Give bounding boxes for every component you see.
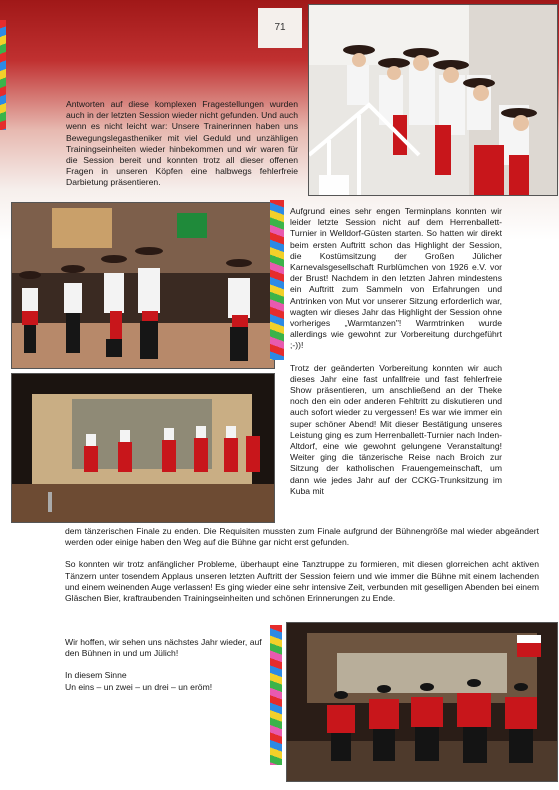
full-paragraph-2: So konnten wir trotz anfänglicher Probleme, überhaupt eine Tanztruppe zu formieren, mit diesen glorreichen acht aktiven Tänzern unter tosendem Applaus unseren letzten Auftritt der Session feiern und wie immer die Bühne mit einem lachenden und einem weinenden Auge verlassen! Es ging wieder eine sehr intensive Zeit, verbunden mit geselligen Abenden bei einem Gläschen Bier, kraftraubenden Trainingseinheiten und schönen Erinnerungen zu Ende. (65, 559, 539, 604)
full-width-text (65, 526, 539, 615)
column-paragraph-2: Trotz der geänderten Vorbereitung konnten wir auch dieses Jahr eine fast unfallfreie und fast fehlerfreie Show präsentieren, um anschließend an der Theke noch den ein oder anderen Fehltritt zu diskutieren und auch sofort wieder zu vergessen! Es war wie immer ein super schöner Abend! Mit dieser Bestätigung unseres Leistung ging es zum Herrenballett-Turnier nach Inden-Altdorf, eine wie gewohnt gelungene Veranstaltung! Weiter ging die tänzerische Reise nach Broich zur Sitzung der katholischen Frauengemeinschaft, um dann wie jedes Jahr auf der CCKG-Trunksitzung im Kuba mit (290, 362, 502, 496)
page-number: 71 (258, 8, 302, 48)
closing-text (65, 637, 275, 693)
full-paragraph-1: dem tänzerischen Finale zu enden. Die Requisiten mussten zum Finale aufgrund der Bühnengröße mal wieder abgeändert werden oder einige haben den Weg auf die Bühne gar nicht erst gefunden. (65, 526, 539, 548)
streamer-decoration (0, 20, 6, 130)
intro-paragraph: Antworten auf diese komplexen Fragestellungen wurden auch in der letzten Session wieder nicht gefunden. Und auch wenn es nicht leicht war: Unsere Trainerinnen haben uns Bewegungslegastheniker mit viel Geduld und unzähligen Trainingseinheiten wieder hinbekommen und wir waren für die Session bereit und konnten trotz all dieser offenen Fragen in unseren Köpfen eine halbwegs fehlerfreie Darbietung präsentieren. (66, 99, 298, 188)
photo-stage-finale (11, 373, 275, 523)
closing-motto: Un eins – un zwei – un drei – un eröm! (65, 681, 213, 692)
photo-group-sombreros (308, 4, 558, 196)
streamer-decoration (270, 625, 282, 765)
streamer-decoration (270, 200, 284, 360)
closing-sense: In diesem Sinne (65, 670, 127, 681)
right-column-text (290, 206, 502, 497)
photo-stage-dance (11, 202, 275, 369)
photo-red-jackets (286, 622, 558, 782)
closing-hope: Wir hoffen, wir sehen uns nächstes Jahr wieder, auf den Bühnen in und um Jülich! (65, 637, 262, 659)
column-paragraph-1: Aufgrund eines sehr engen Terminplans konnten wir leider letzte Session nicht auf dem Herrenballett-Turnier in Welldorf-Güsten starten. So hatten wir direkt beim ersten Auftritt schon das Highlight der Session, die Kostümsitzung der Großen Jülicher Karnevalsgesellschaft Rurblümchen von 1926 e.V. vor der Brust! Nachdem in den letzten Jahren mindestens ein Auftritt zum Sammeln von Erfahrungen und Antrinken von Mut vor unserer Sitzung erforderlich war, wagten wir dieses Jahr das Highlight der Session ohne vorheriges „Warmtanzen"! Warmtrinken wurde allerdings wie gewohnt zur Vorbereitung durchgeführt ;-))! (290, 206, 502, 351)
